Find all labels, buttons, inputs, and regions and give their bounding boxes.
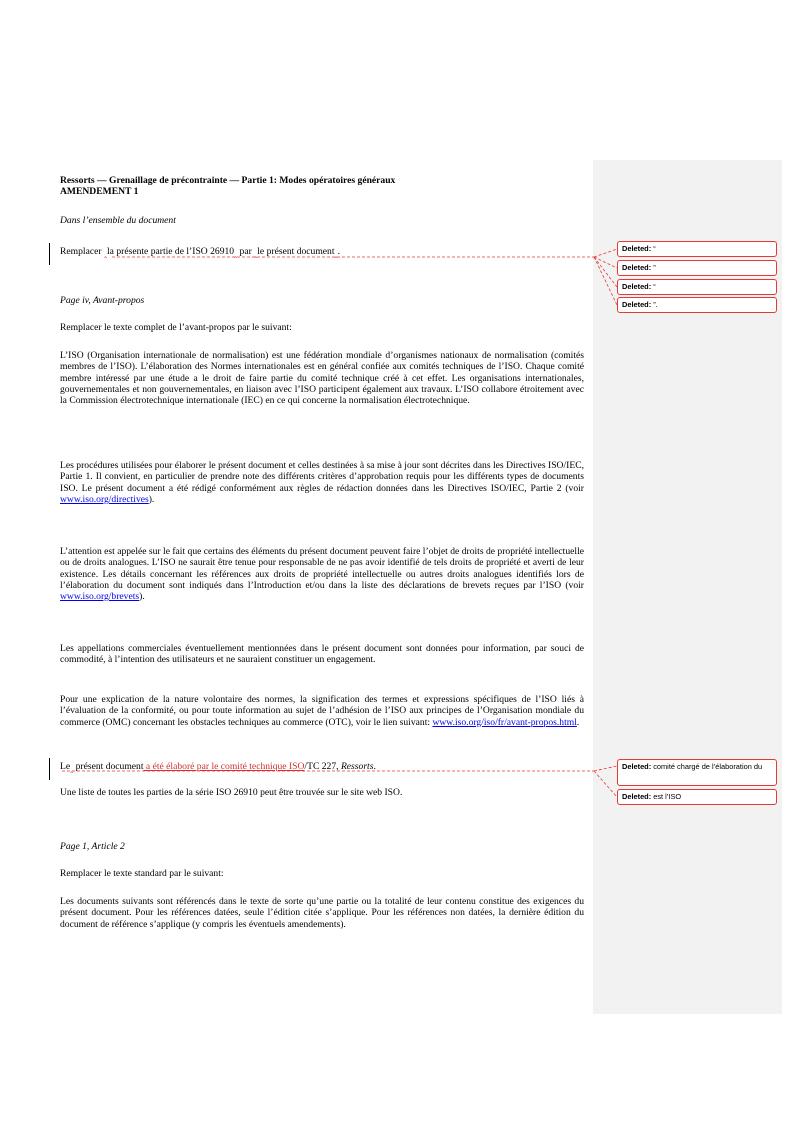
foreword-paragraph-1: L’ISO (Organisation internationale de normalisation) est une fédération mondiale d’organismes nationaux de normalisation (comités membres de l’ISO). L’élaboration des Normes internationales est en général confiée aux comités techniques de l’ISO. Chaque comité membre intéressé par une étude a le droit de faire partie du comité technique créé à cet effet. Les organisations internationales, gouvernementales et non gouvernementales, en liaison avec l’ISO participent également aux travaux. L’ISO collabore étroitement avec la Commission électrotechnique internationale (IEC) en ce qui concerne la normalisation électrotechnique. xyxy=(60,350,584,407)
section-heading-global: Dans l’ensemble du document xyxy=(60,215,176,226)
replace-paragraph: Remplacer ‸la présente partie de l’ISO 26910‸ par ‸le présent document‸. xyxy=(60,246,340,258)
article2-paragraph: Les documents suivants sont référencés dans le texte de sorte qu’une partie ou la totalité de leur contenu constitue des exigences du présent document. Pour les références datées, seule l’édition citée s’applique. Pour les références non datées, la dernière édition du document de référence s’applique (y compris les éventuels amendements). xyxy=(60,896,584,930)
inserted-text: a été élaboré par le comité technique ISO xyxy=(143,761,305,772)
comment-balloon-deleted[interactable]: Deleted: comité chargé de l’élaboration du xyxy=(617,759,777,786)
change-bar xyxy=(49,243,50,265)
foreword-paragraph-3: L’attention est appelée sur le fait que certains des éléments du présent document peuvent faire l’objet de droits de propriété intellectuelle ou de droits analogues. L’ISO ne saurait être tenue pour responsable de ne pas avoir identifié de tels droits de propriété et averti de leur existence. Les détails concernant les références aux droits de propriété intellectuelle ou autres droits analogues identifiés lors de l’élaboration du document sont indiqués dans l’Introduction et/ou dans la liste des déclarations de brevets reçues par l’ISO (voir www.iso.org/brevets). xyxy=(60,546,584,603)
deletion-marker: ‸ xyxy=(334,248,338,258)
deletion-marker: ‸ xyxy=(103,248,108,258)
title-line-2: AMENDEMENT 1 xyxy=(60,186,139,198)
foreword-paragraph-5: Pour une explication de la nature volontaire des normes, la signification des termes et expressions spécifiques de l’ISO liés à l’évaluation de la conformité, ou pour toute information au sujet de l’adhésion de l’ISO aux principes de l’Organisation mondiale du commerce (OMC) concernant les obstacles techniques au commerce (OTC), voir le lien suivant: www.iso.org/iso/fr/avant-propos.html. xyxy=(60,694,584,728)
deletion-marker: ‸ xyxy=(234,248,238,258)
foreword-paragraph-4: Les appellations commerciales éventuellement mentionnées dans le présent document sont données pour information, par souci de commodité, à l’intention des utilisateurs et ne sauraient constituer un engagement. xyxy=(60,643,584,666)
committee-paragraph: Le‸ présent document a été élaboré par le comité technique ISO/TC 227, Ressorts. xyxy=(60,761,376,773)
comment-balloon-deleted[interactable]: Deleted: “ xyxy=(617,241,777,257)
comment-balloon-deleted[interactable]: Deleted: “ xyxy=(617,279,777,295)
deletion-marker: ‸ xyxy=(254,248,258,258)
comment-balloon-deleted[interactable]: Deleted: ”. xyxy=(617,297,777,313)
section-heading-article2: Page 1, Article 2 xyxy=(60,841,125,852)
change-bar xyxy=(49,758,50,780)
comment-balloon-deleted[interactable]: Deleted: est l’ISO xyxy=(617,789,777,805)
article2-intro: Remplacer le texte standard par le suivant: xyxy=(60,868,224,879)
comment-balloon-deleted[interactable]: Deleted: ” xyxy=(617,260,777,276)
directives-link[interactable]: www.iso.org/directives xyxy=(60,493,149,505)
document-title xyxy=(60,175,584,198)
section-heading-foreword: Page iv, Avant-propos xyxy=(60,295,145,306)
title-line-1: Ressorts — Grenaillage de précontrainte — Partie 1: Modes opératoires généraux xyxy=(60,175,396,186)
parts-list-paragraph: Une liste de toutes les parties de la série ISO 26910 peut être trouvée sur le site web ISO. xyxy=(60,787,403,798)
patents-link[interactable]: www.iso.org/brevets xyxy=(60,591,140,603)
foreword-link[interactable]: www.iso.org/iso/fr/avant-propos.html xyxy=(432,716,577,728)
foreword-paragraph-2: Les procédures utilisées pour élaborer le présent document et celles destinées à sa mise à jour sont décrites dans les Directives ISO/IEC, Partie 1. Il convient, en particulier de prendre note des différents critères d’approbation requis pour les différents types de documents ISO. Le présent document a été rédigé conformément aux règles de rédaction données dans les Directives ISO/IEC, Partie 2 (voir www.iso.org/directives). xyxy=(60,460,584,505)
deletion-marker: ‸ xyxy=(70,763,74,773)
foreword-intro: Remplacer le texte complet de l’avant-propos par le suivant: xyxy=(60,322,292,333)
